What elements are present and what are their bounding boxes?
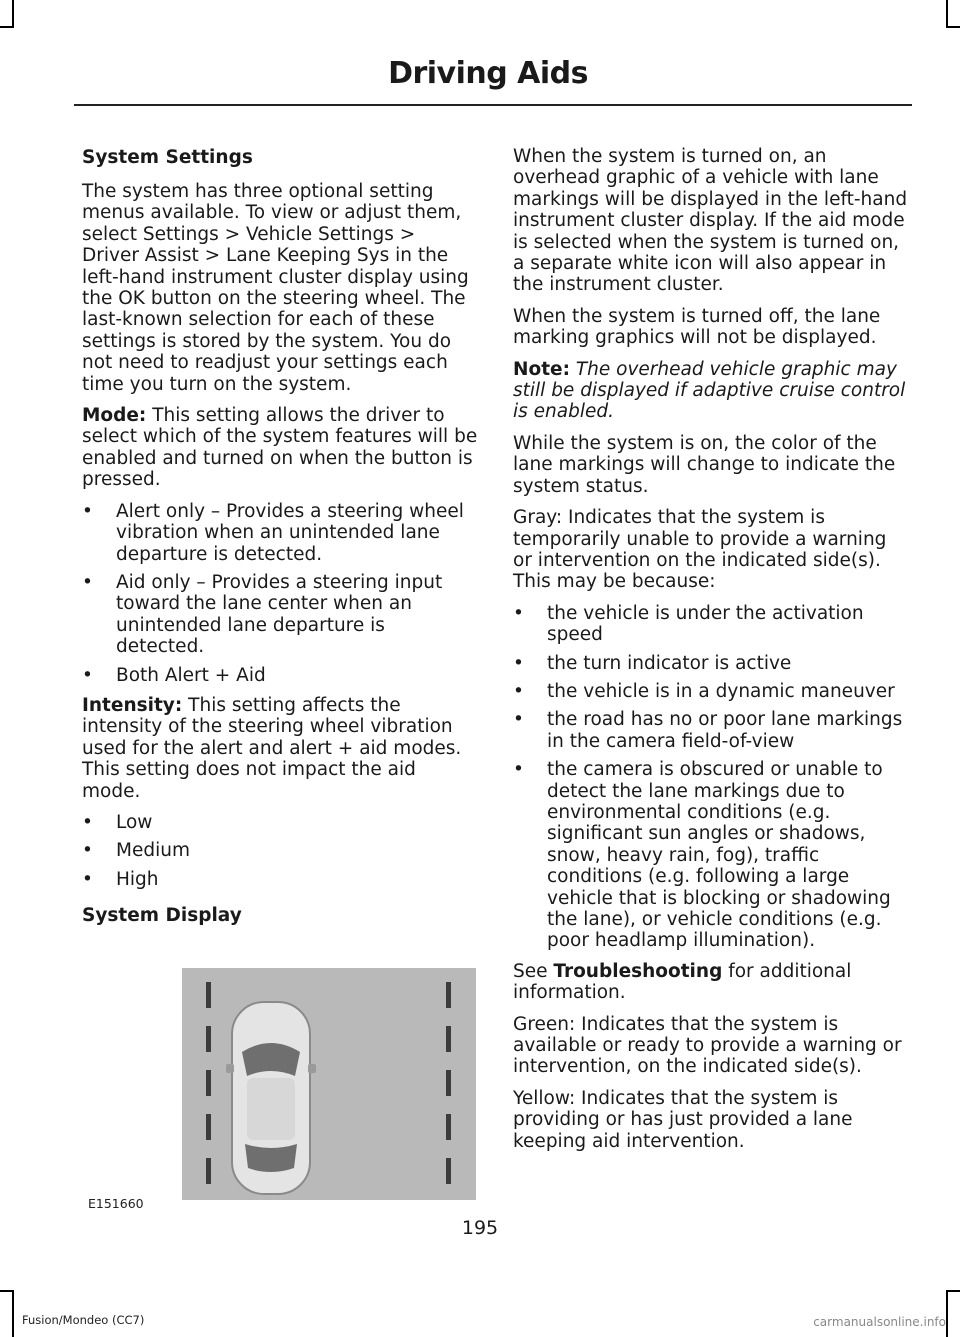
troubleshooting-reference: Troubleshooting bbox=[553, 960, 723, 982]
section-title: Driving Aids bbox=[388, 56, 588, 91]
crop-mark bbox=[946, 1290, 948, 1337]
list-item: • Medium bbox=[82, 840, 478, 861]
left-column bbox=[82, 146, 478, 1232]
green-status-paragraph: Green: Indicates that the system is available or ready to provide a warning or intervention, on the indicated side(s). bbox=[513, 1013, 902, 1078]
see-prefix: See bbox=[513, 960, 554, 982]
footer-model: Fusion/Mondeo (CC7) bbox=[22, 1313, 145, 1327]
crop-mark bbox=[946, 1290, 960, 1292]
color-status-paragraph: While the system is on, the color of the lane markings will change to indicate the system status. bbox=[513, 432, 896, 497]
crop-mark bbox=[12, 0, 14, 26]
lane-keeping-car-graphic bbox=[182, 968, 476, 1200]
mode-paragraph bbox=[82, 405, 478, 491]
crop-mark bbox=[0, 26, 14, 28]
list-item: • High bbox=[82, 869, 478, 890]
list-item: • the camera is obscured or unable to detect the lane markings due to environmental conditions (e.g. significant sun angles or shadows, snow, heavy rain, fog), traffic conditions (e.g. following a large vehicle that is blocking or shadowing the lane), or vehicle conditions (e.g. poor headlamp illumination). bbox=[513, 759, 911, 952]
header-divider bbox=[74, 104, 912, 106]
list-item: • the vehicle is in a dynamic maneuver bbox=[513, 681, 911, 702]
list-item: • Both Alert + Aid bbox=[82, 665, 478, 686]
gray-reasons-list bbox=[513, 603, 911, 952]
list-item: • Aid only – Provides a steering input toward the lane center when an unintended lane departure is detected. bbox=[82, 572, 478, 658]
gray-status-paragraph: Gray: Indicates that the system is temporarily unable to provide a warning or intervention on the indicated side(s). This may be because: bbox=[513, 507, 887, 593]
system-settings-paragraph: The system has three optional setting menus available. To view or adjust them, select Settings > Vehicle Settings > Driver Assist > Lane Keeping Sys in the left-hand instrument cluster display using the OK button on the steering wheel. The last-known selection for each of these settings is stored by the system. You do not need to readjust your settings each time you turn on the system. bbox=[82, 181, 469, 395]
list-item: • Low bbox=[82, 812, 478, 833]
note-label: Note: bbox=[513, 358, 570, 380]
list-item: • the road has no or poor lane markings in the camera field-of-view bbox=[513, 709, 911, 752]
intensity-paragraph bbox=[82, 695, 478, 802]
mode-description: This setting allows the driver to select which of the system features will be enabled and turned on when the button is pressed. bbox=[82, 405, 478, 491]
note-paragraph bbox=[513, 359, 911, 423]
system-on-paragraph: When the system is turned on, an overhead graphic of a vehicle with lane markings will be displayed in the left-hand instrument cluster display. If the aid mode is selected when the system is turned on, a separate white icon will also appear in the instrument cluster. bbox=[513, 146, 908, 296]
watermark-link[interactable]: carmanualsonline.info bbox=[813, 1315, 946, 1329]
list-item: • the vehicle is under the activation speed bbox=[513, 603, 911, 646]
yellow-status-paragraph: Yellow: Indicates that the system is providing or has just provided a lane keeping aid intervention. bbox=[513, 1087, 853, 1152]
page-number: 195 bbox=[461, 1217, 499, 1239]
intensity-description: This setting affects the intensity of the steering wheel vibration used for the alert and alert + aid modes. This setting does not impact the aid mode. bbox=[82, 694, 462, 802]
intensity-options-list bbox=[82, 812, 478, 890]
mode-term: Mode: bbox=[82, 405, 147, 427]
see-troubleshooting-paragraph bbox=[513, 961, 911, 1004]
intensity-term: Intensity: bbox=[82, 694, 183, 716]
mode-options-list bbox=[82, 501, 478, 686]
figure-id: E151660 bbox=[88, 1195, 144, 1211]
crop-mark bbox=[946, 0, 948, 26]
list-item: • the turn indicator is active bbox=[513, 653, 911, 674]
note-text: The overhead vehicle graphic may still be displayed if adaptive cruise control is enabled. bbox=[513, 358, 906, 423]
system-settings-heading: System Settings bbox=[82, 147, 253, 168]
list-item: • Alert only – Provides a steering wheel vibration when an unintended lane departure is detected. bbox=[82, 501, 478, 565]
system-display-figure bbox=[82, 940, 479, 1232]
right-column bbox=[513, 146, 911, 1162]
crop-mark bbox=[946, 26, 960, 28]
see-suffix: for additional information. bbox=[513, 960, 852, 1004]
crop-mark bbox=[12, 1290, 14, 1337]
system-display-heading: System Display bbox=[82, 905, 242, 927]
system-off-paragraph: When the system is turned off, the lane marking graphics will not be displayed. bbox=[513, 305, 881, 349]
